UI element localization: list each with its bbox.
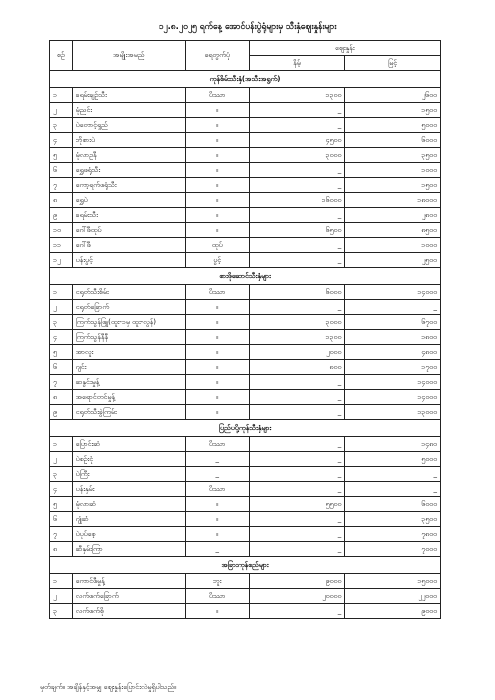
row-number: ၃ <box>50 315 73 330</box>
section-header-row <box>50 71 441 88</box>
row-number: ၃ <box>50 467 73 482</box>
footnote: မှတ်ချက်။ အချိန်နှင့်အမျှ ဈေးနှုန်းပြောင်းလဲမှုရှိပါသည်။ <box>40 683 177 691</box>
row-number: ၂ <box>50 589 73 604</box>
price-low: _ <box>249 604 345 619</box>
header-unit: ရေတွက်ပုံ <box>185 41 249 71</box>
price-low: _ <box>249 512 345 527</box>
unit-measure: ။ <box>185 133 249 148</box>
price-high: _ <box>345 300 441 315</box>
table-row <box>50 512 441 527</box>
item-name: ရွှေပဲ <box>72 193 185 208</box>
item-name: ကြက်သွန်နီနီ <box>72 330 185 345</box>
price-high: ၁၀၀၀ <box>345 163 441 178</box>
table-row <box>50 405 441 420</box>
table-row <box>50 437 441 452</box>
item-name: ပဲစဉ်းငုံ <box>72 452 185 467</box>
row-number: ၇ <box>50 375 73 390</box>
section-header-row <box>50 557 441 574</box>
row-number: ၅ <box>50 345 73 360</box>
table-row <box>50 542 441 557</box>
price-high: ၂၂၀၀၀ <box>345 589 441 604</box>
document-title: ၁၂.၈.၂၀၂၅ ရက်နေ့ အောင်ပန်းပွဲရုံများမှ သီးနှံဈေးနှုန်းများ <box>158 22 337 32</box>
section-header-row <box>50 420 441 437</box>
price-high: ၉၀၀၀ <box>345 604 441 619</box>
row-number: ၄ <box>50 330 73 345</box>
table-row <box>50 300 441 315</box>
price-low: _ <box>249 467 345 482</box>
row-number: ၁၁ <box>50 238 73 253</box>
price-low: ၂၀၀၀ <box>249 345 345 360</box>
price-low: _ <box>249 103 345 118</box>
table-row <box>50 482 441 497</box>
unit-measure: ။ <box>185 208 249 223</box>
item-name: ဘိုစားပဲ <box>72 133 185 148</box>
table-row <box>50 345 441 360</box>
item-name: ကြက်သွန်ဖြူ(ထူး-၁မှ ထူး-လွန်) <box>72 315 185 330</box>
price-low: ၆၅၀၀ <box>249 223 345 238</box>
price-high: ၁၄၀၀၀ <box>345 375 441 390</box>
price-high: ၅၀၀၀ <box>345 452 441 467</box>
row-number: ၆ <box>50 163 73 178</box>
table-row <box>50 574 441 589</box>
price-high: ၁၄၀၀၀ <box>345 390 441 405</box>
price-low: ၁၆၀၀၀ <box>249 193 345 208</box>
price-high: ၃၅၀၀ <box>345 148 441 163</box>
item-name: ဂေါ်ဖီ <box>72 238 185 253</box>
unit-measure: ။ <box>185 103 249 118</box>
table-row <box>50 285 441 300</box>
table-row <box>50 253 441 268</box>
table-row <box>50 604 441 619</box>
row-number: ၈ <box>50 542 73 557</box>
unit-measure: ။ <box>185 223 249 238</box>
table-row <box>50 527 441 542</box>
unit-measure: ။ <box>185 118 249 133</box>
price-low: _ <box>249 452 345 467</box>
table-row <box>50 118 441 133</box>
item-name: ပန်းပွင့် <box>72 253 185 268</box>
price-low: ၁၃၀၀ <box>249 88 345 103</box>
section-header-row <box>50 268 441 285</box>
table-row <box>50 375 441 390</box>
price-low: ၃၀၀၀ <box>249 315 345 330</box>
unit-measure: ။ <box>185 512 249 527</box>
table-row <box>50 148 441 163</box>
table-row <box>50 360 441 375</box>
row-number: ၆ <box>50 360 73 375</box>
item-name: ဂျင်း <box>72 360 185 375</box>
item-name: ပြောင်းဆံ <box>72 437 185 452</box>
section-title: ပြည်ပပို့ကုန်သီးနှံများ <box>50 420 441 437</box>
row-number: ၄ <box>50 133 73 148</box>
table-row <box>50 467 441 482</box>
unit-measure: ပိဿာ <box>185 88 249 103</box>
price-high: ၁၃၀၀၀ <box>345 405 441 420</box>
unit-measure: ပွင့် <box>185 253 249 268</box>
row-number: ၂ <box>50 103 73 118</box>
unit-measure: ပိဿာ <box>185 437 249 452</box>
price-high: ၁၇၀၀ <box>345 360 441 375</box>
item-name: ပဲကြီး <box>72 467 185 482</box>
item-name: ကော့ရက်ဖရုံသီး <box>72 178 185 193</box>
price-low: _ <box>249 375 345 390</box>
row-number: ၅ <box>50 148 73 163</box>
price-high: ၁၅၀၀ <box>345 103 441 118</box>
price-high: ၁၄၀၀၀ <box>345 285 441 300</box>
price-low: ၉၀၀၀ <box>249 574 345 589</box>
header-high: မြင့် <box>345 56 441 71</box>
row-number: ၈ <box>50 390 73 405</box>
price-high: ၁၈၀၀ <box>345 330 441 345</box>
item-name: ငရုတ်သီးစိမ်း <box>72 285 185 300</box>
unit-measure: ။ <box>185 178 249 193</box>
price-high: ၆၀၀၀ <box>345 133 441 148</box>
item-name: ပဲတောင့်ရှည် <box>72 118 185 133</box>
price-high: ၂၆၀၀ <box>345 88 441 103</box>
unit-measure: ။ <box>185 604 249 619</box>
header-item: အမျိုးအမည် <box>72 41 185 71</box>
unit-measure: ပိဿာ <box>185 589 249 604</box>
unit-measure: ။ <box>185 148 249 163</box>
row-number: ၂ <box>50 452 73 467</box>
price-high: ၁၄၈၀ <box>345 437 441 452</box>
table-row <box>50 238 441 253</box>
price-low: _ <box>249 482 345 497</box>
price-high: ၆၀၀၀ <box>345 497 441 512</box>
unit-measure: ။ <box>185 375 249 390</box>
table-row <box>50 315 441 330</box>
unit-measure: ထုပ် <box>185 238 249 253</box>
price-high: ၃၅၀၀ <box>345 512 441 527</box>
item-name: ငရုတ်သီးခွဲကြမ်း <box>72 405 185 420</box>
row-number: ၄ <box>50 482 73 497</box>
unit-measure: ။ <box>185 330 249 345</box>
price-low: _ <box>249 300 345 315</box>
price-low: _ <box>249 437 345 452</box>
header-row <box>50 41 441 56</box>
price-high: ၇၈၀၀ <box>345 527 441 542</box>
item-name: ကောင်ဖီမှုန့် <box>72 574 185 589</box>
row-number: ၁ <box>50 285 73 300</box>
section-title: စားဖိုဆောင်သီးနှံများ <box>50 268 441 285</box>
row-number: ၈ <box>50 193 73 208</box>
price-table <box>49 40 441 619</box>
price-high: ၁၈၀၀၀ <box>345 193 441 208</box>
price-low: ၄၅၀၀ <box>249 133 345 148</box>
price-high: ၈၅၀၀ <box>345 223 441 238</box>
row-number: ၁ <box>50 437 73 452</box>
item-name: မုံညင်း <box>72 103 185 118</box>
price-low: _ <box>249 208 345 223</box>
price-low: ၃၀၀၀ <box>249 148 345 163</box>
table-row <box>50 163 441 178</box>
price-low: _ <box>249 390 345 405</box>
table-row <box>50 330 441 345</box>
price-high: _ <box>345 467 441 482</box>
item-name: ပဲပုပ်စေ့ <box>72 527 185 542</box>
item-name: ဂျုံဆံ <box>72 512 185 527</box>
item-name: လက်ဖက်စို <box>72 604 185 619</box>
row-number: ၉ <box>50 405 73 420</box>
unit-measure: _ <box>185 467 249 482</box>
price-low: _ <box>249 542 345 557</box>
unit-measure: _ <box>185 542 249 557</box>
price-low: ၈၀၀ <box>249 360 345 375</box>
section-title: အခြားကုန်စည်များ <box>50 557 441 574</box>
price-low: ၁၃၀၀ <box>249 330 345 345</box>
item-name: အာလူး <box>72 345 185 360</box>
price-low: ၆၀၀၀ <box>249 285 345 300</box>
price-high: ၁၅၀၀ <box>345 178 441 193</box>
unit-measure: ။ <box>185 345 249 360</box>
row-number: ၇ <box>50 527 73 542</box>
unit-measure: _ <box>185 452 249 467</box>
price-low: _ <box>249 178 345 193</box>
table-row <box>50 178 441 193</box>
table-row <box>50 589 441 604</box>
price-high: ၂၅၀၀ <box>345 253 441 268</box>
price-high: _ <box>345 482 441 497</box>
table-row <box>50 88 441 103</box>
item-name: ခရမ်းချဉ်သီး <box>72 88 185 103</box>
item-name: ငရုတ်ခြောက် <box>72 300 185 315</box>
unit-measure: ပိဿာ <box>185 482 249 497</box>
table-row <box>50 497 441 512</box>
price-low: _ <box>249 163 345 178</box>
price-low: _ <box>249 405 345 420</box>
unit-measure: ဘူး <box>185 574 249 589</box>
unit-measure: ပိဿာ <box>185 285 249 300</box>
item-name: ခရမ်းသီး <box>72 208 185 223</box>
price-low: ၂၀၀၀၀ <box>249 589 345 604</box>
item-name: အရောင်တင်မှုန့် <box>72 390 185 405</box>
price-high: ၂၈၀၀ <box>345 208 441 223</box>
row-number: ၃ <box>50 604 73 619</box>
row-number: ၅ <box>50 497 73 512</box>
unit-measure: ။ <box>185 193 249 208</box>
price-high: ၆၇၀၀ <box>345 315 441 330</box>
price-high: ၇၀၀၀ <box>345 542 441 557</box>
row-number: ၂ <box>50 300 73 315</box>
row-number: ၁၂ <box>50 253 73 268</box>
table-body <box>50 71 441 619</box>
row-number: ၁ <box>50 574 73 589</box>
price-low: _ <box>249 527 345 542</box>
price-high: ၁၅၀၀၀ <box>345 574 441 589</box>
price-low: _ <box>249 238 345 253</box>
unit-measure: ။ <box>185 163 249 178</box>
unit-measure: ။ <box>185 527 249 542</box>
item-name: ပန်းနှမ်း <box>72 482 185 497</box>
section-title: ကုန်စိမ်းသီးနှံ(အသီးအရွက်) <box>50 71 441 88</box>
unit-measure: ။ <box>185 390 249 405</box>
header-no: စဉ် <box>50 41 73 71</box>
row-number: ၁ <box>50 88 73 103</box>
table-row <box>50 103 441 118</box>
unit-measure: ။ <box>185 497 249 512</box>
table-row <box>50 390 441 405</box>
item-name: လက်ဖက်ခြောက် <box>72 589 185 604</box>
table-row <box>50 223 441 238</box>
price-low: _ <box>249 253 345 268</box>
row-number: ၆ <box>50 512 73 527</box>
unit-measure: ။ <box>185 315 249 330</box>
price-high: ၄၈၀၀ <box>345 345 441 360</box>
item-name: မုံလာဆံ <box>72 497 185 512</box>
price-low: _ <box>249 118 345 133</box>
row-number: ၁၀ <box>50 223 73 238</box>
price-high: ၅၀၀၀ <box>345 118 441 133</box>
item-name: ဆီနှမ်းကြာ <box>72 542 185 557</box>
item-name: ရွှေဖရုံသီး <box>72 163 185 178</box>
header-low: နိမ့် <box>249 56 345 71</box>
table-row <box>50 208 441 223</box>
row-number: ၉ <box>50 208 73 223</box>
unit-measure: ။ <box>185 405 249 420</box>
row-number: ၇ <box>50 178 73 193</box>
item-name: ဂေါ်ဖီထုပ် <box>72 223 185 238</box>
table-row <box>50 452 441 467</box>
table-row <box>50 193 441 208</box>
header-price: ဈေးနှုန်း <box>249 41 440 56</box>
unit-measure: ။ <box>185 360 249 375</box>
table-row <box>50 133 441 148</box>
price-low: ၅၅၀၀ <box>249 497 345 512</box>
unit-measure: ။ <box>185 300 249 315</box>
row-number: ၃ <box>50 118 73 133</box>
item-name: မုံလာဥနီ <box>72 148 185 163</box>
price-high: ၁၀၀၀ <box>345 238 441 253</box>
item-name: ဆနွင်းမှုန့် <box>72 375 185 390</box>
